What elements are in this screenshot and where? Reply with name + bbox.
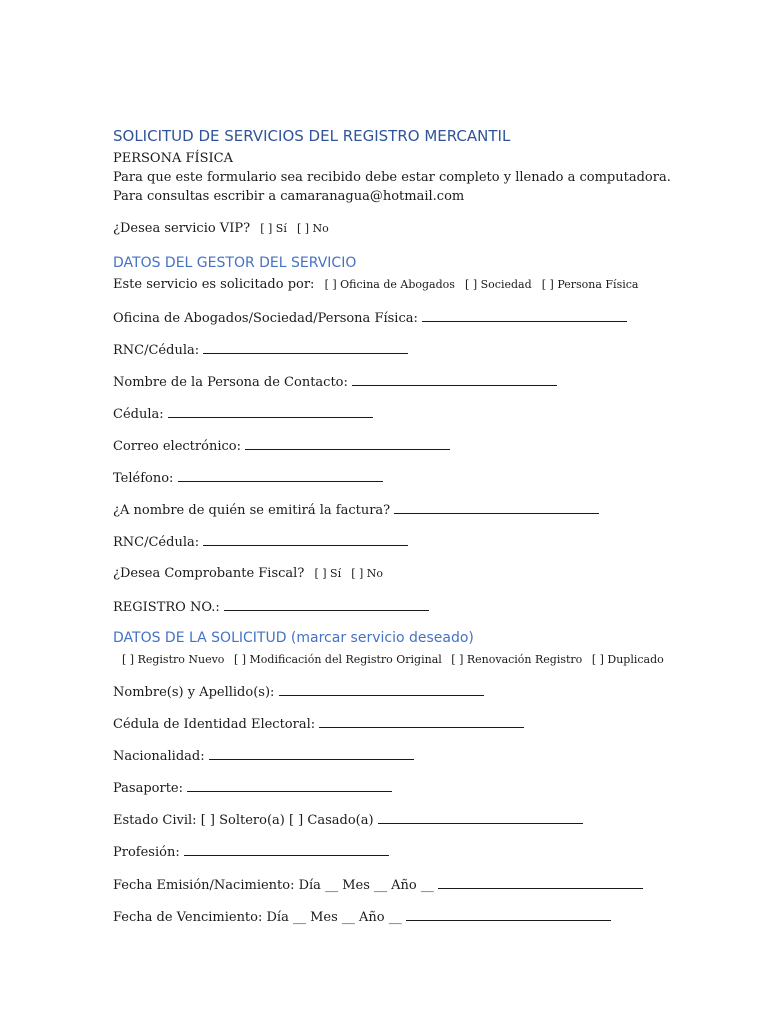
field-nacionalidad [113,747,414,765]
field-fecha-emision [113,876,643,894]
text-input-line[interactable] [224,598,429,611]
field-label: Cédula: [113,407,164,422]
field-label: Correo electrónico: [113,439,241,454]
text-input-line[interactable] [245,437,450,450]
form-subtitle: PERSONA FÍSICA [113,151,234,166]
field-label: RNC/Cédula: [113,535,200,550]
gestor-heading: DATOS DEL GESTOR DEL SERVICIO [113,255,357,271]
field-label[interactable]: Estado Civil: [ ] Soltero(a) [ ] Casado(a) [113,813,374,828]
field-cedula-electoral [113,715,524,733]
text-input-line[interactable] [209,747,414,760]
field-label: REGISTRO NO.: [113,600,220,615]
text-input-line[interactable] [406,908,611,921]
option-registro-nuevo[interactable]: [ ] Registro Nuevo [122,653,225,666]
field-label: Teléfono: [113,471,174,486]
text-input-line[interactable] [203,533,408,546]
field-registro-no [113,598,429,616]
fiscal-option-no[interactable]: [ ] No [351,567,384,580]
field-pasaporte [113,779,392,797]
option-sociedad[interactable]: [ ] Sociedad [465,278,532,291]
text-input-line[interactable] [203,341,408,354]
field-label: Nombre de la Persona de Contacto: [113,375,348,390]
option-oficina-abogados[interactable]: [ ] Oficina de Abogados [324,278,455,291]
field-rnc-cedula-2 [113,533,408,551]
text-input-line[interactable] [394,501,599,514]
vip-option-si[interactable]: [ ] Sí [260,222,287,235]
field-label: Cédula de Identidad Electoral: [113,717,316,732]
form-title: SOLICITUD DE SERVICIOS DEL REGISTRO MERCANTIL [113,127,511,145]
text-input-line[interactable] [168,405,373,418]
text-input-line[interactable] [422,309,627,322]
field-estado-civil [113,811,583,829]
fiscal-option-si[interactable]: [ ] Sí [314,567,342,580]
vip-row [113,221,329,237]
field-label: Fecha de Vencimiento: Día __ Mes __ Año __ [113,910,402,925]
fiscal-question: ¿Desea Comprobante Fiscal? [113,566,305,581]
fiscal-row [113,566,383,582]
field-label: Pasaporte: [113,781,183,796]
text-input-line[interactable] [352,373,557,386]
text-input-line[interactable] [378,811,583,824]
field-label: Fecha Emisión/Nacimiento: Día __ Mes __ Año __ [113,878,434,893]
field-email [113,437,450,455]
contact-text: Para consultas escribir a camaranagua@hotmail.com [113,189,465,204]
solicitud-heading: DATOS DE LA SOLICITUD (marcar servicio deseado) [113,630,474,646]
text-input-line[interactable] [178,469,383,482]
vip-option-no[interactable]: [ ] No [296,222,329,235]
option-renovacion[interactable]: [ ] Renovación Registro [451,653,583,666]
field-rnc-cedula [113,341,408,359]
field-label: Nombre(s) y Apellido(s): [113,685,275,700]
text-input-line[interactable] [438,876,643,889]
field-cedula [113,405,373,423]
field-invoice-name [113,501,599,519]
field-phone [113,469,383,487]
field-contact-name [113,373,557,391]
option-duplicado[interactable]: [ ] Duplicado [591,653,664,666]
field-profesion [113,843,389,861]
field-label: RNC/Cédula: [113,343,200,358]
field-label: Nacionalidad: [113,749,205,764]
requested-by-label: Este servicio es solicitado por: [113,277,315,292]
option-persona-fisica[interactable]: [ ] Persona Física [541,278,639,291]
text-input-line[interactable] [184,843,389,856]
requested-by-row [113,277,638,293]
field-label: ¿A nombre de quién se emitirá la factura? [113,503,391,518]
field-fecha-vencimiento [113,908,611,926]
vip-question: ¿Desea servicio VIP? [113,221,251,236]
field-label: Profesión: [113,845,180,860]
text-input-line[interactable] [319,715,524,728]
field-label: Oficina de Abogados/Sociedad/Persona Física: [113,311,418,326]
field-oficina [113,309,627,327]
option-modificacion[interactable]: [ ] Modificación del Registro Original [233,653,442,666]
text-input-line[interactable] [279,683,484,696]
text-input-line[interactable] [187,779,392,792]
service-options-row [122,652,664,668]
field-nombre [113,683,484,701]
instructions-text: Para que este formulario sea recibido debe estar completo y llenado a computadora. [113,170,671,185]
